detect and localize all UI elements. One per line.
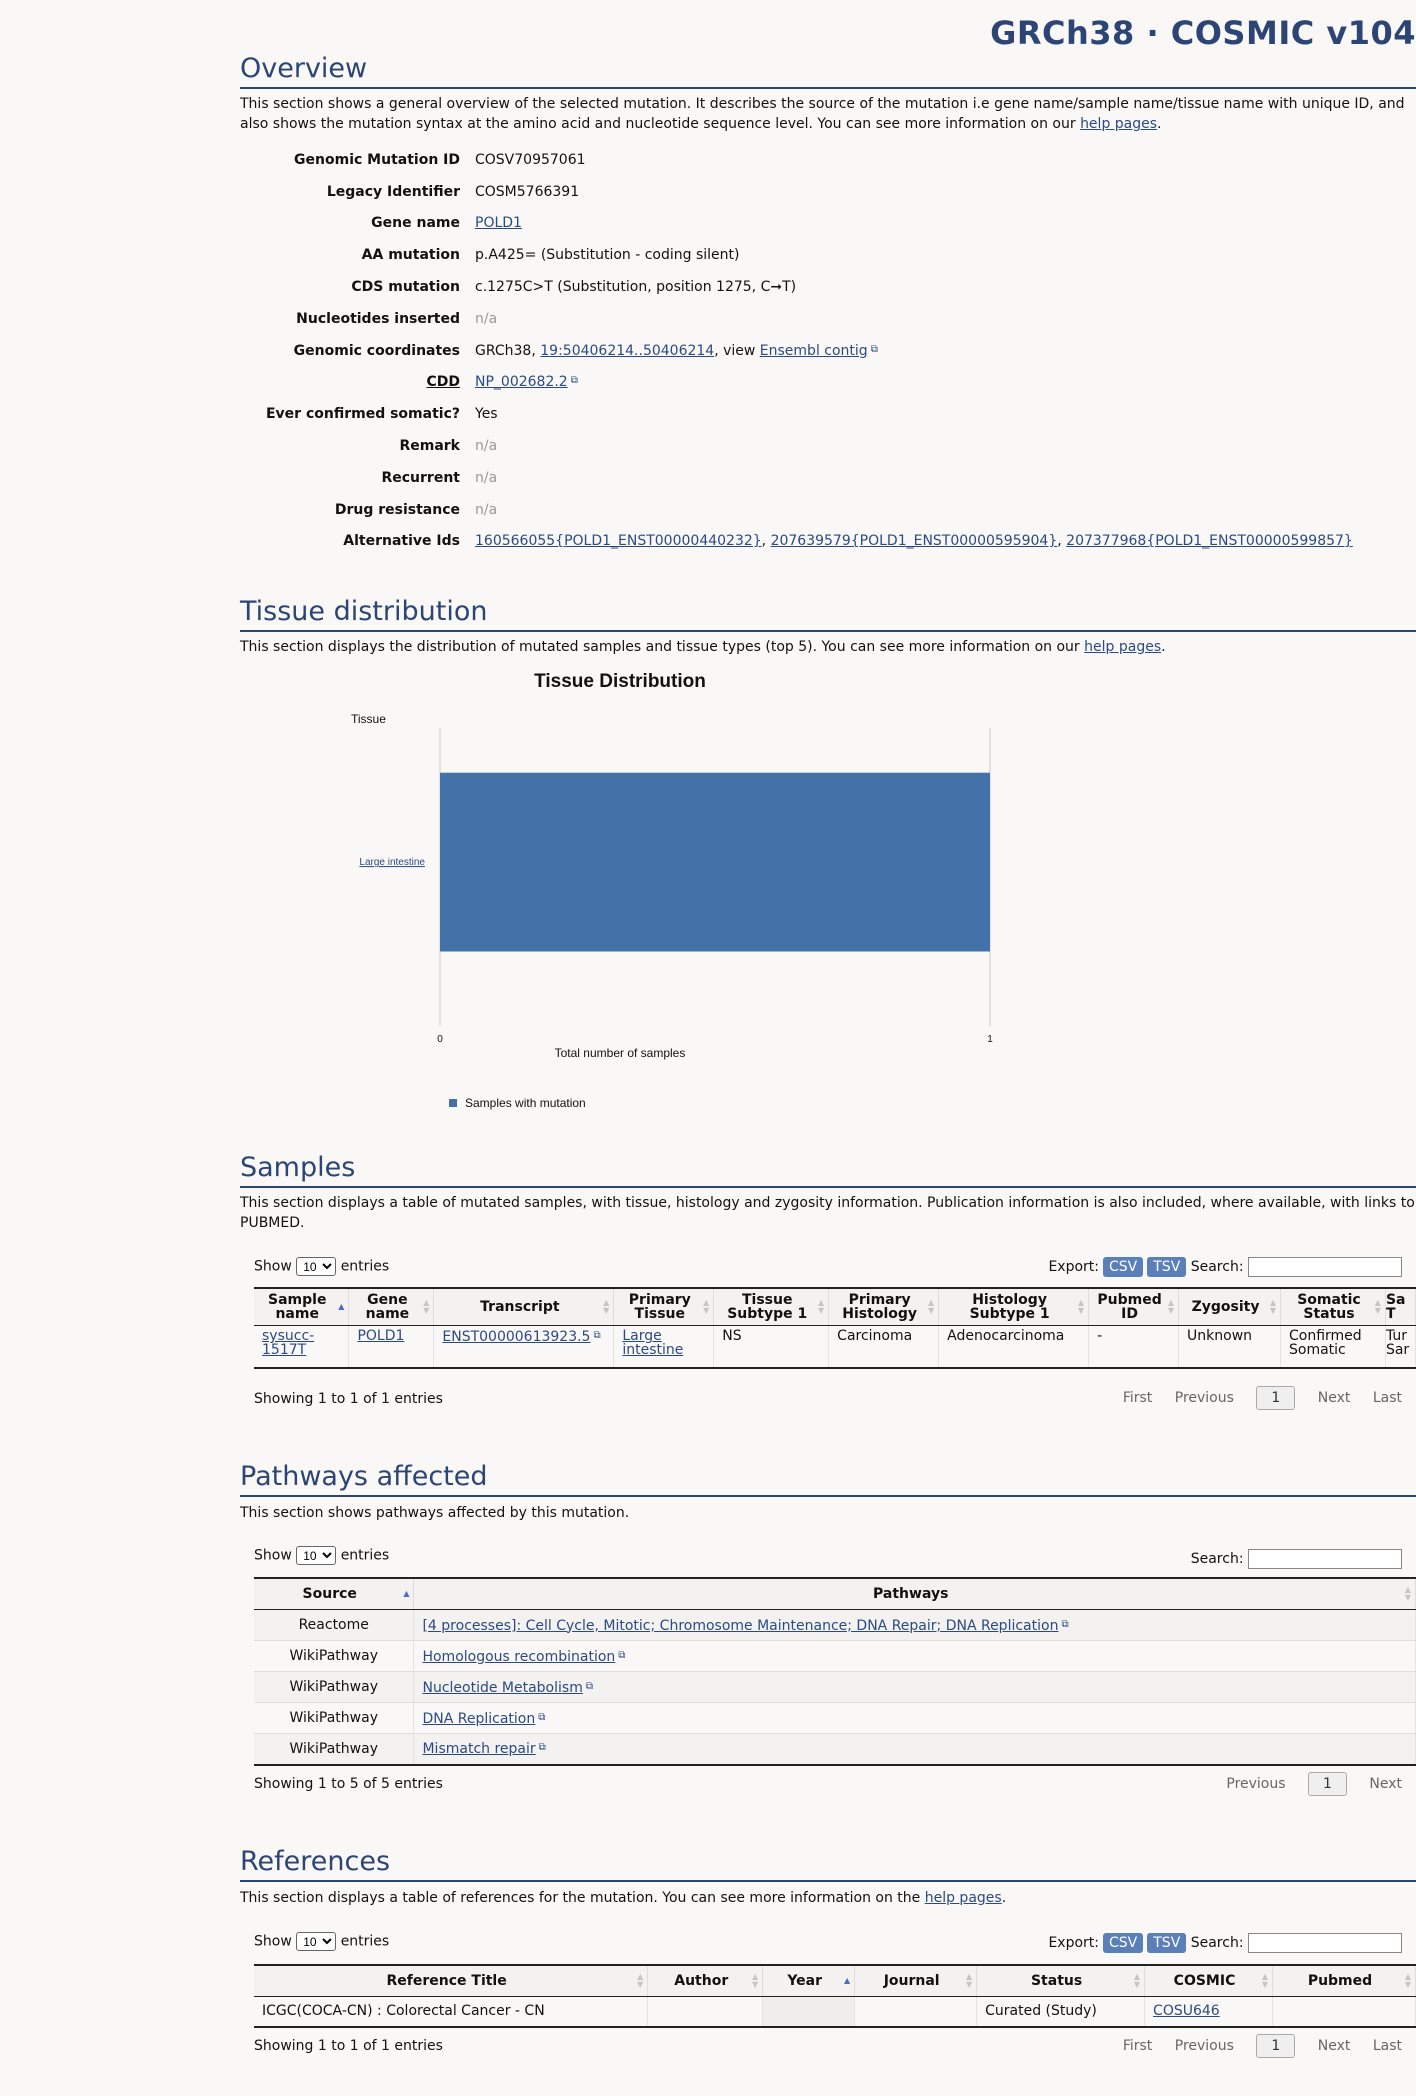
row-ever-confirmed <box>240 398 1353 430</box>
col-somatic-status[interactable]: Somatic Status ▲ ▼ <box>1281 1288 1386 1326</box>
pathway-link[interactable]: Homologous recombination <box>422 1648 616 1665</box>
page-header-title: GRCh38 · COSMIC v104 <box>990 14 1416 52</box>
sample-type-cell: Tur Sar <box>1385 1326 1415 1368</box>
pathways-page-size-select[interactable] <box>296 1546 336 1565</box>
row-remark <box>240 430 1353 462</box>
col-source[interactable]: Source ▲ <box>254 1578 414 1610</box>
chart-category-label[interactable]: Large intestine <box>359 857 425 869</box>
value-drug-resistance: n/a <box>475 501 498 518</box>
col-pathways[interactable]: Pathways ▲ ▼ <box>414 1578 1416 1610</box>
value-aa-mutation: p.A425= (Substitution - coding silent) <box>475 247 740 264</box>
tissue-distribution-chart <box>240 670 1040 1130</box>
page-next-button[interactable]: Next <box>1369 1776 1402 1792</box>
external-link-icon: ⧉ <box>593 1330 601 1341</box>
coordinates-link[interactable]: 19:50406214..50406214 <box>540 342 715 359</box>
samples-heading: Samples <box>240 1151 1416 1188</box>
col-status[interactable]: Status ▲ ▼ <box>977 1965 1145 1997</box>
label-remark: Remark <box>399 438 460 455</box>
samples-page-size-select[interactable] <box>296 1257 336 1276</box>
value-remark: n/a <box>475 438 498 455</box>
table-row <box>254 1997 1416 2027</box>
label-legacy-identifier: Legacy Identifier <box>326 183 460 200</box>
col-sample-name[interactable]: Sample name ▲ <box>254 1288 349 1326</box>
col-transcript[interactable]: Transcript ▲ ▼ <box>434 1288 614 1326</box>
external-link-icon: ⧉ <box>538 1742 546 1754</box>
references-help-link[interactable]: help pages <box>924 1890 1002 1906</box>
pathway-link[interactable]: [4 processes]: Cell Cycle, Mitotic; Chromosome Maintenance; DNA Repair; DNA Replication <box>422 1617 1059 1634</box>
show-label: Show <box>254 1547 292 1564</box>
references-search-input[interactable] <box>1248 1933 1402 1953</box>
legend-label: Samples with mutation <box>465 1096 586 1110</box>
value-legacy-identifier: COSM5766391 <box>475 183 580 200</box>
tissue-subtype-cell: NS <box>714 1326 829 1368</box>
pathway-link[interactable]: DNA Replication <box>422 1710 536 1727</box>
row-cds-mutation <box>240 271 1353 303</box>
col-reference-title[interactable]: Reference Title ▲ ▼ <box>254 1965 648 1997</box>
pathways-table <box>254 1577 1416 1766</box>
samples-header-row <box>254 1288 1416 1326</box>
samples-description: This section displays a table of mutated samples, with tissue, histology and zygosity information. Publication information is also included, where available, with links to PUBMED. <box>240 1195 1415 1231</box>
external-link-icon: ⧉ <box>585 1680 593 1692</box>
references-length-control <box>254 1932 389 1951</box>
chart-bars <box>440 773 990 952</box>
histology-subtype-cell: Adenocarcinoma <box>939 1326 1089 1368</box>
export-label: Export: <box>1048 1259 1099 1275</box>
page-first-button[interactable]: First <box>1122 2038 1153 2054</box>
search-label: Search: <box>1190 1259 1244 1275</box>
label-drug-resistance: Drug resistance <box>334 501 460 518</box>
external-link-icon: ⧉ <box>618 1649 626 1661</box>
page-current-button[interactable]: 1 <box>1308 1772 1347 1796</box>
value-cds-mutation: c.1275C>T (Substitution, position 1275, C➞T) <box>475 279 797 296</box>
chart-bar <box>440 773 990 952</box>
pathway-link[interactable]: Nucleotide Metabolism <box>422 1679 583 1696</box>
label-alternative-ids: Alternative Ids <box>343 533 460 550</box>
label-aa-mutation: AA mutation <box>361 247 460 264</box>
label-genomic-coordinates: Genomic coordinates <box>293 342 460 359</box>
samples-tsv-button[interactable]: TSV <box>1147 1257 1186 1277</box>
col-zygosity[interactable]: Zygosity ▲ ▼ <box>1179 1288 1281 1326</box>
references-header-row <box>254 1965 1416 1997</box>
value-recurrent: n/a <box>475 469 498 486</box>
show-label: Show <box>254 1258 292 1275</box>
overview-desc-text: This section shows a general overview of the selected mutation. It describes the source of the mutation i.e gene name/sample name/tissue name with unique ID, and also shows the mutation syntax at the amino acid and nucleotide sequence level. You can see more information on our <box>240 96 1405 132</box>
col-primary-tissue[interactable]: Primary Tissue ▲ ▼ <box>614 1288 714 1326</box>
external-link-icon: ⧉ <box>1061 1618 1069 1630</box>
references-heading: References <box>240 1845 1416 1882</box>
sample-name-link[interactable]: sysucc-1517T <box>262 1328 315 1358</box>
pathway-source-cell: WikiPathway <box>254 1734 414 1765</box>
references-export-search <box>1048 1933 1402 1953</box>
chart-x-tick-label: 0 <box>437 1034 443 1045</box>
samples-pagination <box>1105 1386 1402 1410</box>
pathways-search-input[interactable] <box>1248 1549 1402 1569</box>
overview-table <box>240 144 1353 557</box>
samples-export-search <box>1048 1257 1402 1277</box>
pathways-search <box>1191 1549 1402 1569</box>
row-drug-resistance <box>240 494 1353 526</box>
label-recurrent: Recurrent <box>381 469 460 486</box>
legend-swatch <box>449 1099 457 1107</box>
pathway-link[interactable]: Mismatch repair <box>422 1741 536 1758</box>
entries-label: entries <box>340 1933 390 1950</box>
alt-id-link-1[interactable]: 160566055{POLD1_ENST00000440232} <box>475 533 762 550</box>
overview-description <box>240 94 1416 134</box>
pathways-pagination <box>1208 1772 1402 1796</box>
alt-id-separator: , <box>761 533 771 550</box>
page-last-button[interactable]: Last <box>1372 1390 1402 1406</box>
samples-table <box>254 1287 1416 1369</box>
coords-mid: , view <box>714 342 760 359</box>
overview-help-link[interactable]: help pages <box>1080 116 1158 132</box>
col-gene-name[interactable]: Gene name ▲ ▼ <box>349 1288 434 1326</box>
primary-tissue-link[interactable]: Large intestine <box>622 1328 684 1358</box>
primary-histology-cell: Carcinoma <box>829 1326 939 1368</box>
samples-info: Showing 1 to 1 of 1 entries <box>254 1391 443 1407</box>
chart-x-tick-label: 1 <box>987 1034 993 1045</box>
page-last-button[interactable]: Last <box>1372 2038 1402 2054</box>
references-pagination <box>1105 2034 1402 2058</box>
status-cell: Curated (Study) <box>977 1997 1145 2027</box>
references-desc-end: . <box>1001 1890 1007 1906</box>
pubmed-id-cell: - <box>1089 1326 1179 1368</box>
label-nucleotides-inserted: Nucleotides inserted <box>296 310 460 327</box>
external-link-icon: ⧉ <box>538 1711 546 1723</box>
col-cosmic[interactable]: COSMIC ▲ ▼ <box>1145 1965 1273 1997</box>
year-cell <box>763 1997 855 2027</box>
external-link-icon: ⧉ <box>870 343 878 355</box>
row-recurrent <box>240 462 1353 494</box>
page-previous-button[interactable]: Previous <box>1174 1390 1234 1406</box>
samples-search-input[interactable] <box>1248 1257 1402 1277</box>
chart-y-tick-labels <box>359 857 425 868</box>
row-aa-mutation <box>240 239 1353 271</box>
label-cds-mutation: CDS mutation <box>351 279 460 296</box>
references-tsv-button[interactable]: TSV <box>1147 1933 1186 1953</box>
page-first-button[interactable]: First <box>1122 1390 1153 1406</box>
tissue-desc-text: This section displays the distribution of mutated samples and tissue types (top 5). You can see more information on our <box>240 639 1085 655</box>
label-ever-confirmed: Ever confirmed somatic? <box>265 406 460 423</box>
page-next-button[interactable]: Next <box>1317 1390 1351 1406</box>
table-row <box>254 1641 1416 1672</box>
tissue-chart-svg <box>240 670 1040 1130</box>
table-row <box>254 1672 1416 1703</box>
label-gene-name: Gene name <box>371 215 460 232</box>
pathway-source-cell: WikiPathway <box>254 1641 414 1672</box>
page-previous-button[interactable]: Previous <box>1174 2038 1234 2054</box>
transcript-link[interactable]: ENST00000613923.5 <box>442 1329 591 1345</box>
pathways-description: This section shows pathways affected by this mutation. <box>240 1505 630 1521</box>
col-pubmed-id[interactable]: Pubmed ID ▲ ▼ <box>1089 1288 1179 1326</box>
col-primary-histology[interactable]: Primary Histology ▲ ▼ <box>829 1288 939 1326</box>
cosmic-study-link[interactable]: COSU646 <box>1153 2003 1220 2020</box>
pathway-source-cell: Reactome <box>254 1610 414 1641</box>
entries-label: entries <box>340 1258 390 1275</box>
samples-length-control <box>254 1257 389 1276</box>
somatic-status-cell: Confirmed Somatic <box>1281 1326 1386 1368</box>
tissue-description <box>240 637 1416 657</box>
alt-id-separator: , <box>1057 533 1067 550</box>
alt-id-link-3[interactable]: 207377968{POLD1_ENST00000599857} <box>1066 533 1353 550</box>
tissue-heading: Tissue distribution <box>240 595 1416 632</box>
search-label: Search: <box>1190 1551 1244 1567</box>
col-pubmed[interactable]: Pubmed ▲ ▼ <box>1273 1965 1416 1997</box>
pathway-source-cell: WikiPathway <box>254 1703 414 1734</box>
table-row <box>254 1610 1416 1641</box>
reference-title-cell: ICGC(COCA-CN) : Colorectal Cancer - CN <box>254 1997 648 2027</box>
references-info: Showing 1 to 1 of 1 entries <box>254 2038 443 2054</box>
col-sample-type[interactable]: Sa T <box>1385 1288 1415 1326</box>
table-row <box>254 1703 1416 1734</box>
row-alternative-ids <box>240 526 1353 558</box>
references-table <box>254 1964 1416 2028</box>
chart-x-axis-label: Total number of samples <box>554 1046 686 1060</box>
references-desc-text: This section displays a table of references for the mutation. You can see more information on the <box>240 1890 925 1906</box>
row-genomic-coordinates <box>240 335 1353 367</box>
chart-title: Tissue Distribution <box>534 671 706 692</box>
pathways-heading: Pathways affected <box>240 1460 1416 1497</box>
pathways-length-control <box>254 1546 389 1565</box>
table-row <box>254 1734 1416 1765</box>
page-next-button[interactable]: Next <box>1317 2038 1351 2054</box>
table-row <box>254 1326 1416 1368</box>
row-nucleotides-inserted <box>240 303 1353 335</box>
show-label: Show <box>254 1933 292 1950</box>
pathways-info: Showing 1 to 5 of 5 entries <box>254 1776 443 1792</box>
gene-name-link[interactable]: POLD1 <box>357 1328 405 1344</box>
page-previous-button[interactable]: Previous <box>1226 1776 1286 1792</box>
journal-cell <box>855 1997 977 2027</box>
pubmed-cell <box>1273 1997 1416 2027</box>
col-histology-subtype[interactable]: Histology Subtype 1 ▲ ▼ <box>939 1288 1089 1326</box>
pathway-source-cell: WikiPathway <box>254 1672 414 1703</box>
export-label: Export: <box>1048 1935 1099 1951</box>
author-cell <box>648 1997 763 2027</box>
row-gene-name <box>240 208 1353 240</box>
col-author[interactable]: Author ▲ ▼ <box>648 1965 763 1997</box>
row-cdd <box>240 367 1353 399</box>
references-page-size-select[interactable] <box>296 1932 336 1951</box>
col-tissue-subtype[interactable]: Tissue Subtype 1 ▲ ▼ <box>714 1288 829 1326</box>
tissue-help-link[interactable]: help pages <box>1084 639 1162 655</box>
row-genomic-mutation-id <box>240 144 1353 176</box>
references-description <box>240 1888 1416 1908</box>
external-link-icon: ⧉ <box>570 375 578 387</box>
label-cdd: CDD <box>426 374 460 391</box>
entries-label: entries <box>340 1547 390 1564</box>
chart-y-axis-label: Tissue <box>351 712 386 726</box>
chart-x-ticks <box>437 1034 993 1045</box>
value-ever-confirmed: Yes <box>475 406 498 423</box>
value-nucleotides-inserted: n/a <box>475 310 498 327</box>
samples-csv-button[interactable]: CSV <box>1103 1257 1143 1277</box>
row-legacy-identifier <box>240 176 1353 208</box>
cdd-link[interactable]: NP_002682.2 <box>475 374 568 391</box>
references-csv-button[interactable]: CSV <box>1103 1933 1143 1953</box>
zygosity-cell: Unknown <box>1179 1326 1281 1368</box>
value-genomic-mutation-id: COSV70957061 <box>475 151 586 168</box>
page-current-button[interactable]: 1 <box>1256 1386 1295 1410</box>
coords-prefix: GRCh38, <box>475 342 541 359</box>
gene-name-link[interactable]: POLD1 <box>475 215 522 232</box>
page-current-button[interactable]: 1 <box>1256 2034 1295 2058</box>
search-label: Search: <box>1190 1935 1244 1951</box>
label-genomic-mutation-id: Genomic Mutation ID <box>294 151 460 168</box>
pathways-header-row <box>254 1578 1416 1610</box>
col-year[interactable]: Year ▲ <box>763 1965 855 1997</box>
overview-heading: Overview <box>240 52 1416 89</box>
overview-desc-end: . <box>1157 116 1162 132</box>
alt-id-link-2[interactable]: 207639579{POLD1_ENST00000595904} <box>770 533 1058 550</box>
ensembl-contig-link[interactable]: Ensembl contig <box>759 342 868 359</box>
col-journal[interactable]: Journal ▲ ▼ <box>855 1965 977 1997</box>
tissue-desc-end: . <box>1161 639 1166 655</box>
